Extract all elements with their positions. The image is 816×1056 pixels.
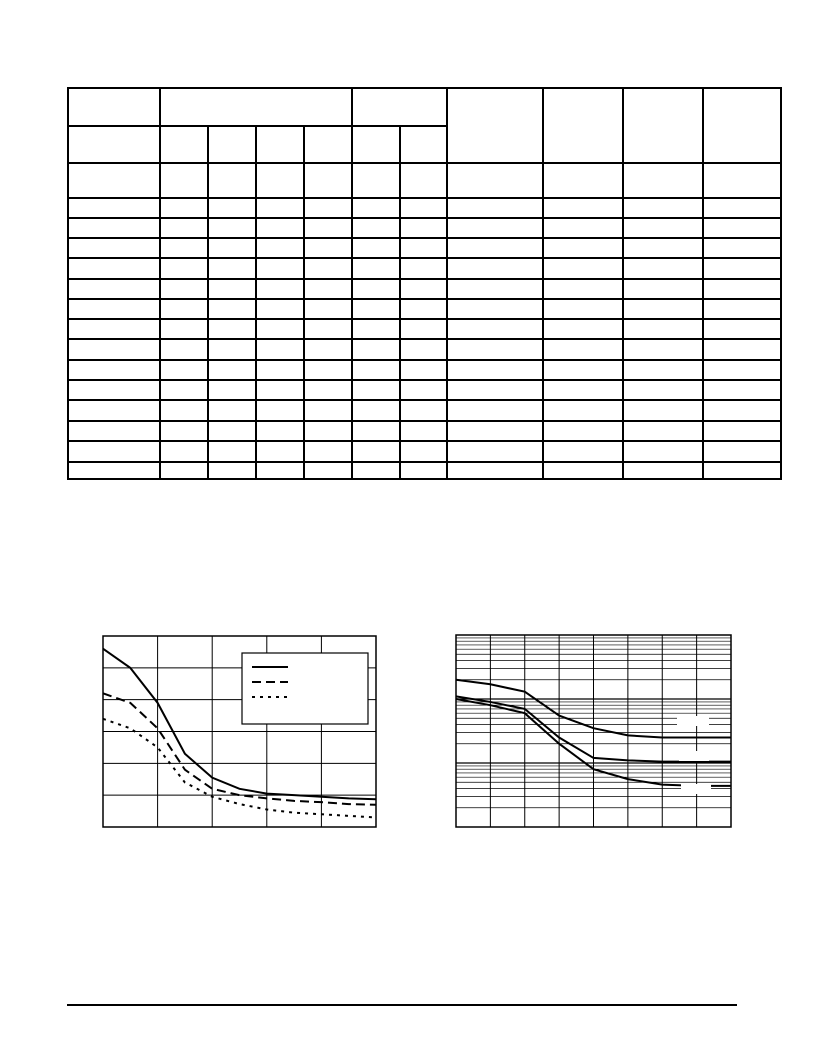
table-rule: [399, 125, 401, 478]
table-rule: [69, 420, 780, 422]
curve-label-pad-1: [677, 716, 709, 726]
table-rule: [69, 338, 780, 340]
chart-left: [102, 635, 378, 830]
table-rule: [207, 125, 209, 478]
chart-right-plot: [455, 634, 733, 830]
table-rule: [351, 89, 353, 478]
table-rule: [622, 89, 624, 478]
data-table: [67, 87, 782, 480]
chart-right: [455, 634, 733, 830]
table-rule: [303, 125, 305, 478]
chart-left-plot: [102, 635, 378, 830]
table-rule: [69, 162, 780, 164]
table-rule: [69, 217, 780, 219]
table-rule: [69, 318, 780, 320]
table-rule: [159, 89, 161, 478]
table-rule: [69, 440, 780, 442]
curve-label-pad-2: [679, 751, 709, 761]
table-rule: [255, 125, 257, 478]
table-rule: [69, 257, 780, 259]
curve-label-pad-3: [681, 784, 711, 794]
legend-box: [242, 653, 368, 724]
table-rule: [69, 379, 780, 381]
table-rule: [446, 89, 448, 478]
table-rule: [69, 461, 780, 463]
table-rule: [69, 359, 780, 361]
table-rule: [542, 89, 544, 478]
table-rule: [69, 237, 780, 239]
table-rule: [69, 298, 780, 300]
table-rule: [69, 125, 446, 127]
table-rule: [69, 399, 780, 401]
footer-rule: [67, 1004, 737, 1006]
table-rule: [69, 197, 780, 199]
table-rule: [702, 89, 704, 478]
table-rule: [69, 278, 780, 280]
